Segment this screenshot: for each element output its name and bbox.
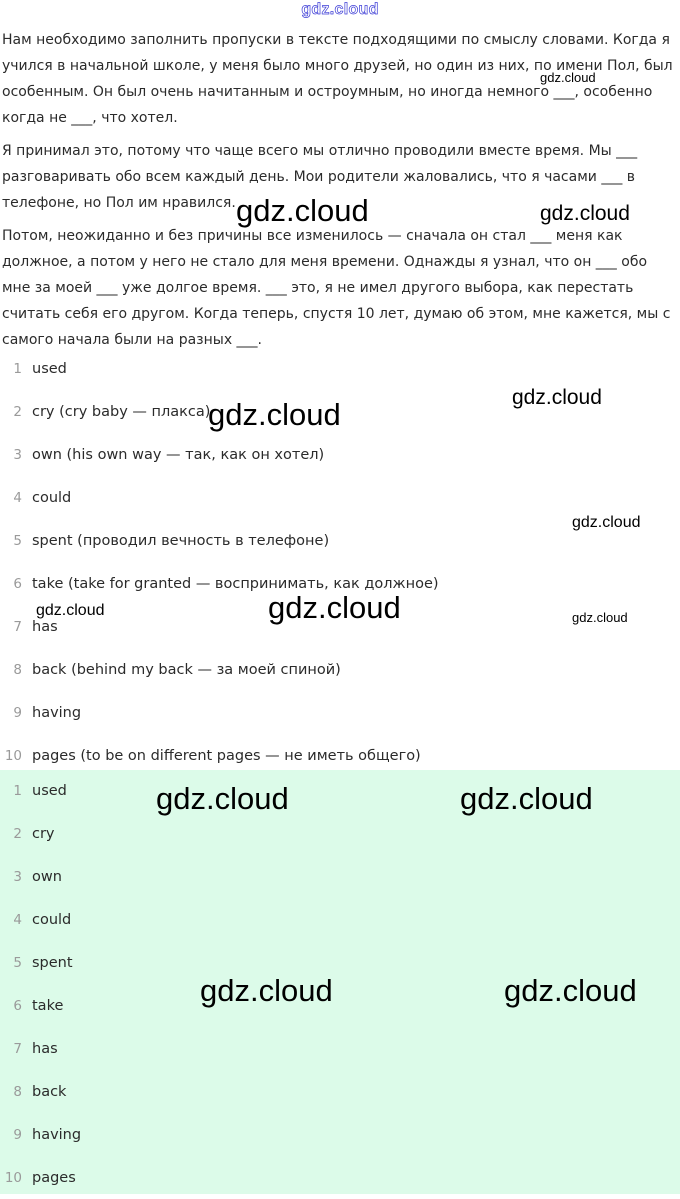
watermark: gdz.cloud: [572, 514, 641, 531]
item-text: back (behind my back — за моей спиной): [32, 661, 341, 678]
answer-text: take: [32, 997, 64, 1014]
item-text: could: [32, 489, 72, 506]
item-number: 5: [13, 532, 22, 549]
watermark: gdz.cloud: [540, 70, 596, 85]
item-number: 5: [13, 954, 22, 971]
watermark: gdz.cloud: [460, 781, 593, 816]
answer-item: [0, 1070, 680, 1113]
item-number: 3: [13, 446, 22, 463]
watermark: gdz.cloud: [504, 973, 637, 1008]
item-number: 9: [13, 704, 22, 721]
watermark: gdz.cloud: [572, 610, 628, 625]
item-text: having: [32, 704, 82, 721]
answer-item: [0, 898, 680, 941]
item-number: 7: [13, 618, 22, 635]
watermark: gdz.cloud: [156, 781, 289, 816]
answer-text: has: [32, 1040, 58, 1057]
list-item: [0, 648, 680, 691]
paragraph: Потом, неожиданно и без причины все изменилось — сначала он стал ___ меня как должное, а потом у него не стало для меня времени. Однажды я узнал, что он ___ обо мне за моей ___ уже долгое время. ___ это, я не имел другого выбора, как перестать считать себя его другом. Когда теперь, спустя 10 лет, думаю об этом, мне кажется, мы с самого начала были на разных ___.: [2, 228, 671, 348]
item-text: used: [32, 360, 67, 377]
item-number: 6: [13, 575, 22, 592]
item-number: 6: [13, 997, 22, 1014]
item-number: 7: [13, 1040, 22, 1057]
watermark: gdz.cloud: [36, 602, 105, 619]
watermark: gdz.cloud: [540, 202, 630, 225]
answer-item: [0, 855, 680, 898]
list-item: [0, 347, 680, 390]
answer-text: spent: [32, 954, 73, 971]
item-number: 1: [13, 782, 22, 799]
list-item: [0, 691, 680, 734]
item-text: has: [32, 618, 58, 635]
item-number: 2: [13, 403, 22, 420]
paragraph: Я принимал это, потому что чаще всего мы отлично проводили вместе время. Мы ___ разговаривать обо всем каждый день. Мои родители жаловались, что я часами ___ в телефоне, но Пол им нравился.: [2, 143, 638, 211]
item-number: 10: [4, 747, 22, 764]
answer-text: could: [32, 911, 72, 928]
item-number: 2: [13, 825, 22, 842]
list-item: [0, 476, 680, 519]
watermark: gdz.cloud: [200, 973, 333, 1008]
watermark: gdz.cloud: [268, 590, 401, 625]
item-number: 1: [13, 360, 22, 377]
watermark: gdz.cloud: [208, 397, 341, 432]
item-number: 4: [13, 911, 22, 928]
watermark: gdz.cloud: [236, 193, 369, 228]
answer-text: cry: [32, 825, 55, 842]
list-item: [0, 433, 680, 476]
item-number: 10: [4, 1169, 22, 1186]
item-text: cry (cry baby — плакса): [32, 403, 211, 420]
answer-text: used: [32, 782, 67, 799]
item-text: spent (проводил вечность в телефоне): [32, 532, 330, 549]
item-text: take (take for granted — воспринимать, как должное): [32, 575, 439, 592]
item-text: own (his own way — так, как он хотел): [32, 446, 325, 463]
item-number: 3: [13, 868, 22, 885]
answer-item: [0, 1156, 680, 1199]
watermark: gdz.cloud: [512, 386, 602, 409]
answer-item: [0, 812, 680, 855]
answer-text: own: [32, 868, 62, 885]
item-number: 8: [13, 1083, 22, 1100]
item-number: 4: [13, 489, 22, 506]
answer-text: pages: [32, 1169, 76, 1186]
item-number: 9: [13, 1126, 22, 1143]
item-number: 8: [13, 661, 22, 678]
item-text: pages (to be on different pages — не иметь общего): [32, 747, 421, 764]
answer-item: [0, 1113, 680, 1156]
answer-item: [0, 1027, 680, 1070]
answer-text: having: [32, 1126, 82, 1143]
site-logo[interactable]: gdz.cloud: [301, 1, 379, 18]
answer-text: back: [32, 1083, 67, 1100]
paragraph: Нам необходимо заполнить пропуски в тексте подходящими по смыслу словами. Когда я учился в начальной школе, у меня было много друзей, но один из них, по имени Пол, был особенным. Он был очень начитанным и остроумным, но иногда немного ___, особенно когда не ___, что хотел.: [2, 32, 673, 126]
